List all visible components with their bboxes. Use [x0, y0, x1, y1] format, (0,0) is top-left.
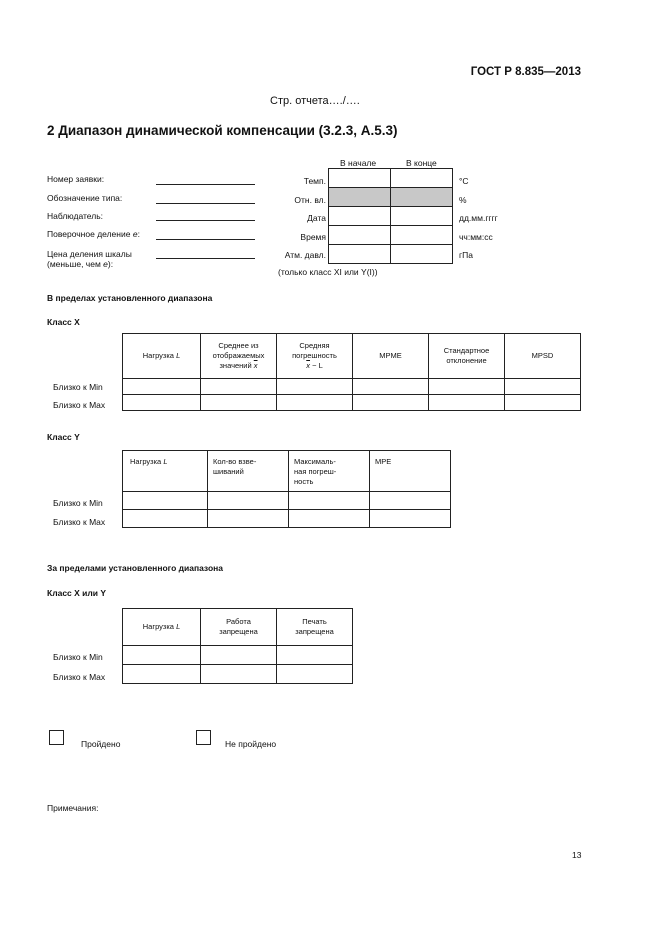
- type-designation-field[interactable]: [156, 203, 255, 204]
- class-x-cell[interactable]: [201, 395, 277, 411]
- pressure-label: Атм. давл.: [284, 250, 326, 260]
- weighings-count-header: Кол-во взве- шиваний: [208, 451, 289, 492]
- verification-division-field[interactable]: [156, 239, 255, 240]
- class-x-cell[interactable]: [201, 379, 277, 395]
- class-y-cell[interactable]: [208, 492, 289, 510]
- class-x-cell[interactable]: [123, 379, 201, 395]
- request-number-label: Номер заявки:: [47, 174, 105, 184]
- class-xy-cell[interactable]: [277, 665, 353, 684]
- conditions-note: (только класс XI или Y(I)): [278, 267, 378, 277]
- class-y-cell[interactable]: [123, 510, 208, 528]
- class-xy-cell[interactable]: [201, 665, 277, 684]
- class-xy-table: [122, 608, 353, 684]
- temp-end-cell[interactable]: [391, 169, 453, 188]
- class-xy-cell[interactable]: [201, 646, 277, 665]
- operation-prohibited-header: Работа запрещена: [201, 609, 277, 646]
- within-range-heading: В пределах установленного диапазона: [47, 293, 213, 303]
- class-x-cell[interactable]: [353, 379, 429, 395]
- pressure-unit: гПа: [459, 250, 473, 260]
- pressure-end-cell[interactable]: [391, 245, 453, 264]
- class-x-cell[interactable]: [429, 379, 505, 395]
- observer-field[interactable]: [156, 220, 255, 221]
- class-x-row-max: Близко к Max: [53, 400, 106, 410]
- scale-division-label: Цена деления шкалы (меньше, чем e):: [47, 249, 132, 269]
- print-prohibited-header: Печать запрещена: [277, 609, 353, 646]
- pressure-start-cell[interactable]: [329, 245, 391, 264]
- date-unit: дд.мм.гггг: [459, 213, 498, 223]
- mpsd-header: MPSD: [505, 334, 581, 379]
- load-header: Нагрузка L: [123, 609, 201, 646]
- class-xy-cell[interactable]: [277, 646, 353, 665]
- conditions-end-header: В конце: [406, 158, 437, 168]
- failed-label: Не пройдено: [225, 739, 277, 749]
- class-y-row-min: Близко к Min: [53, 498, 103, 508]
- class-x-cell[interactable]: [353, 395, 429, 411]
- failed-checkbox[interactable]: [196, 730, 211, 745]
- class-x-cell[interactable]: [277, 395, 353, 411]
- class-y-cell[interactable]: [289, 492, 370, 510]
- page-number: 13: [572, 850, 582, 860]
- class-y-row-max: Близко к Max: [53, 517, 106, 527]
- class-xy-cell[interactable]: [123, 665, 201, 684]
- time-unit: чч:мм:сс: [459, 232, 493, 242]
- humidity-unit: %: [459, 195, 467, 205]
- observer-label: Наблюдатель:: [47, 211, 103, 221]
- verification-division-label: Поверочное деление e:: [47, 229, 140, 239]
- class-xy-cell[interactable]: [123, 646, 201, 665]
- class-x-cell[interactable]: [505, 379, 581, 395]
- class-x-cell[interactable]: [429, 395, 505, 411]
- class-x-table: [122, 333, 581, 411]
- outside-range-heading: За пределами установленного диапазона: [47, 563, 224, 573]
- class-xy-row-max: Близко к Max: [53, 672, 106, 682]
- time-end-cell[interactable]: [391, 226, 453, 245]
- load-header: Нагрузка L: [123, 451, 208, 492]
- class-x-title: Класс X: [47, 317, 80, 327]
- max-error-header: Максималь- ная погреш- ность: [289, 451, 370, 492]
- class-x-cell[interactable]: [123, 395, 201, 411]
- mean-error-header: Средняя погрешность $\overline{x} - L$: [277, 334, 353, 379]
- humidity-start-cell[interactable]: [329, 188, 391, 207]
- report-page-reference: Стр. отчета…./….: [270, 95, 360, 107]
- date-end-cell[interactable]: [391, 207, 453, 226]
- temp-start-cell[interactable]: [329, 169, 391, 188]
- passed-checkbox[interactable]: [49, 730, 64, 745]
- class-xy-row-min: Близко к Min: [53, 652, 103, 662]
- time-start-cell[interactable]: [329, 226, 391, 245]
- scale-division-field[interactable]: [156, 258, 255, 259]
- class-y-cell[interactable]: [370, 510, 451, 528]
- load-header: Нагрузка L: [123, 334, 201, 379]
- date-start-cell[interactable]: [329, 207, 391, 226]
- mpme-header: MPME: [353, 334, 429, 379]
- class-y-title: Класс Y: [47, 432, 80, 442]
- mean-header: Среднее из отображаемых значений $\overline{x}$: [201, 334, 277, 379]
- class-y-cell[interactable]: [370, 492, 451, 510]
- std-dev-header: Стандартное отклонение: [429, 334, 505, 379]
- conditions-start-header: В начале: [340, 158, 377, 168]
- class-x-row-min: Близко к Min: [53, 382, 103, 392]
- mpe-header: MPE: [370, 451, 451, 492]
- passed-label: Пройдено: [81, 739, 121, 749]
- type-designation-label: Обозначение типа:: [47, 193, 123, 203]
- class-y-cell[interactable]: [208, 510, 289, 528]
- temperature-unit: °C: [459, 176, 469, 186]
- humidity-end-cell[interactable]: [391, 188, 453, 207]
- date-label: Дата: [307, 213, 326, 223]
- class-x-cell[interactable]: [505, 395, 581, 411]
- class-y-table: [122, 450, 451, 528]
- conditions-table: [328, 168, 453, 264]
- class-x-cell[interactable]: [277, 379, 353, 395]
- humidity-label: Отн. вл.: [294, 195, 326, 205]
- section-title: 2 Диапазон динамической компенсации (3.2.3, А.5.3): [47, 123, 398, 138]
- notes-label: Примечания:: [47, 803, 99, 813]
- request-number-field[interactable]: [156, 184, 255, 185]
- class-xy-title: Класс X или Y: [47, 588, 107, 598]
- standard-number: ГОСТ Р 8.835—2013: [470, 66, 581, 78]
- class-y-cell[interactable]: [123, 492, 208, 510]
- time-label: Время: [300, 232, 326, 242]
- temperature-label: Темп.: [303, 176, 326, 186]
- class-y-cell[interactable]: [289, 510, 370, 528]
